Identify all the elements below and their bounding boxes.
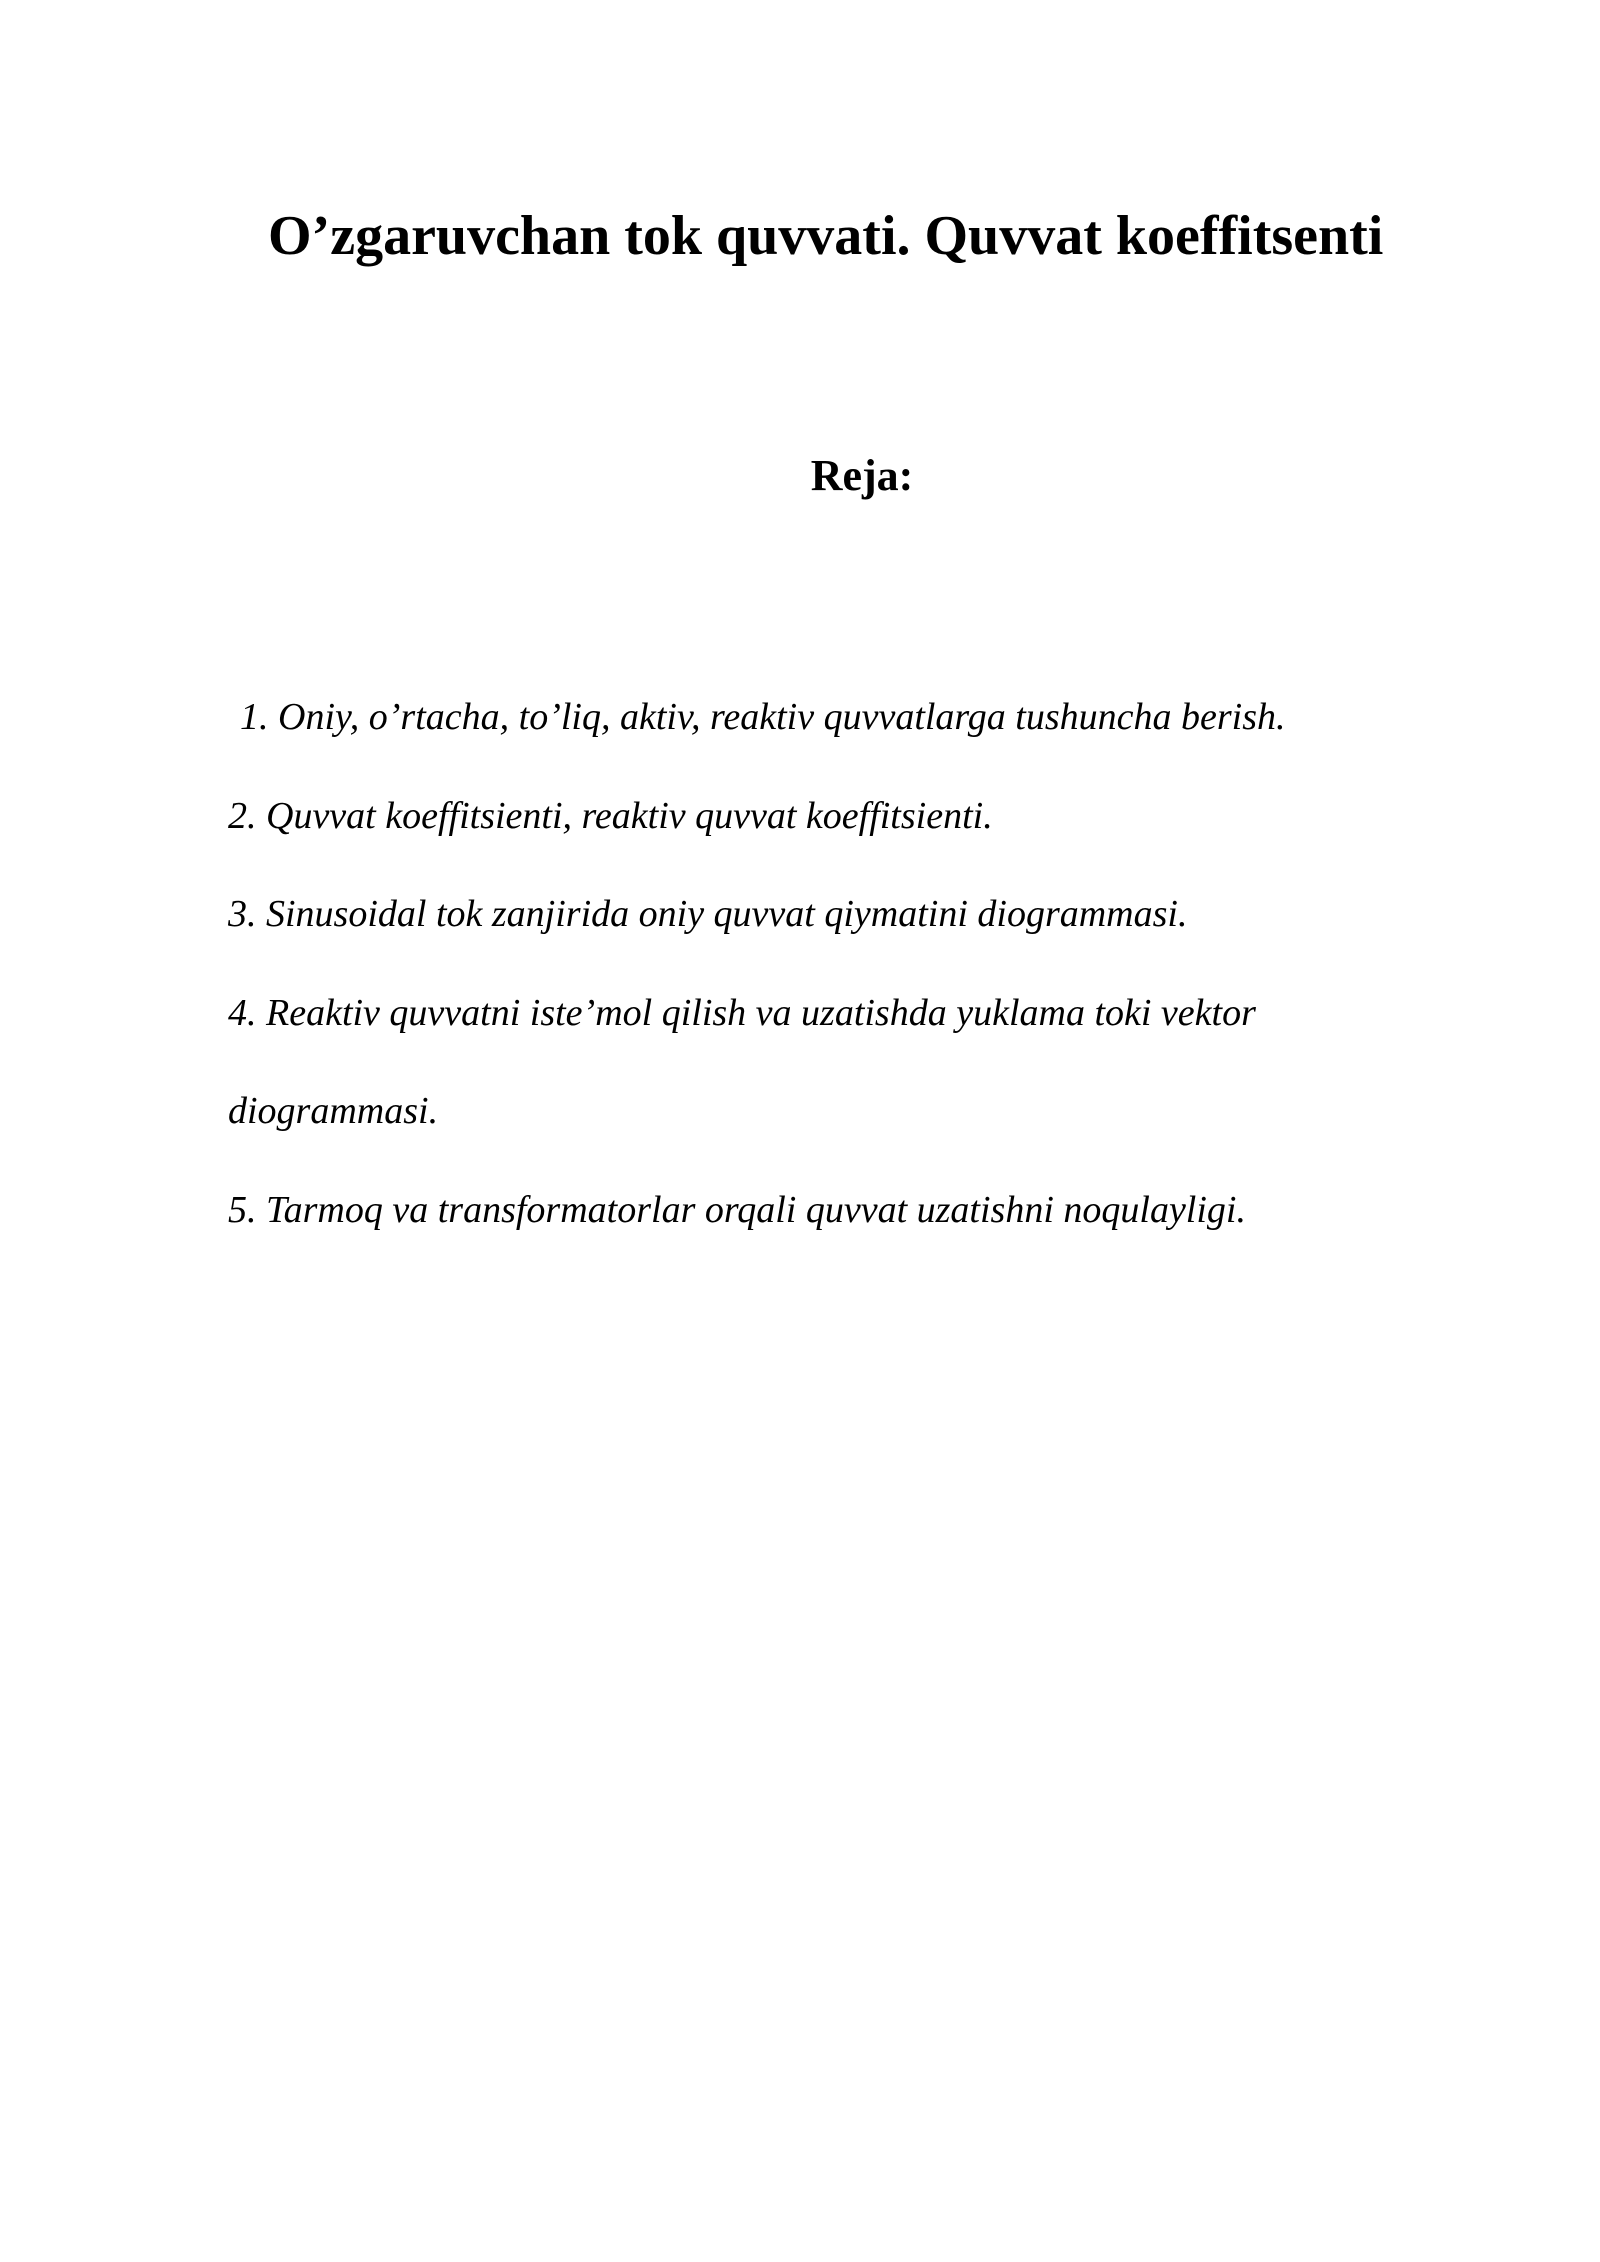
plan-item-4: 4. Reaktiv quvvatni iste’mol qilish va uzatishda yuklama toki vektor xyxy=(228,991,1256,1034)
plan-heading: Reja: xyxy=(810,451,914,500)
plan-item-1: 1. Oniy, o’rtacha, to’liq, aktiv, reaktiv quvvatlarga tushuncha berish. xyxy=(240,696,1286,738)
plan-item-4-continued: diogrammasi. xyxy=(228,1090,439,1132)
document-title: O’zgaruvchan tok quvvati. Quvvat koeffitsenti xyxy=(268,205,1384,267)
plan-item-3: 3. Sinusoidal tok zanjirida oniy quvvat qiymatini diogrammasi. xyxy=(228,893,1188,935)
plan-item-2: 2. Quvvat koeffitsienti, reaktiv quvvat koeffitsienti. xyxy=(228,794,993,837)
plan-list xyxy=(228,668,1488,1259)
plan-item-5: 5. Tarmoq va transformatorlar orqali quvvat uzatishni noqulayligi. xyxy=(228,1188,1246,1231)
